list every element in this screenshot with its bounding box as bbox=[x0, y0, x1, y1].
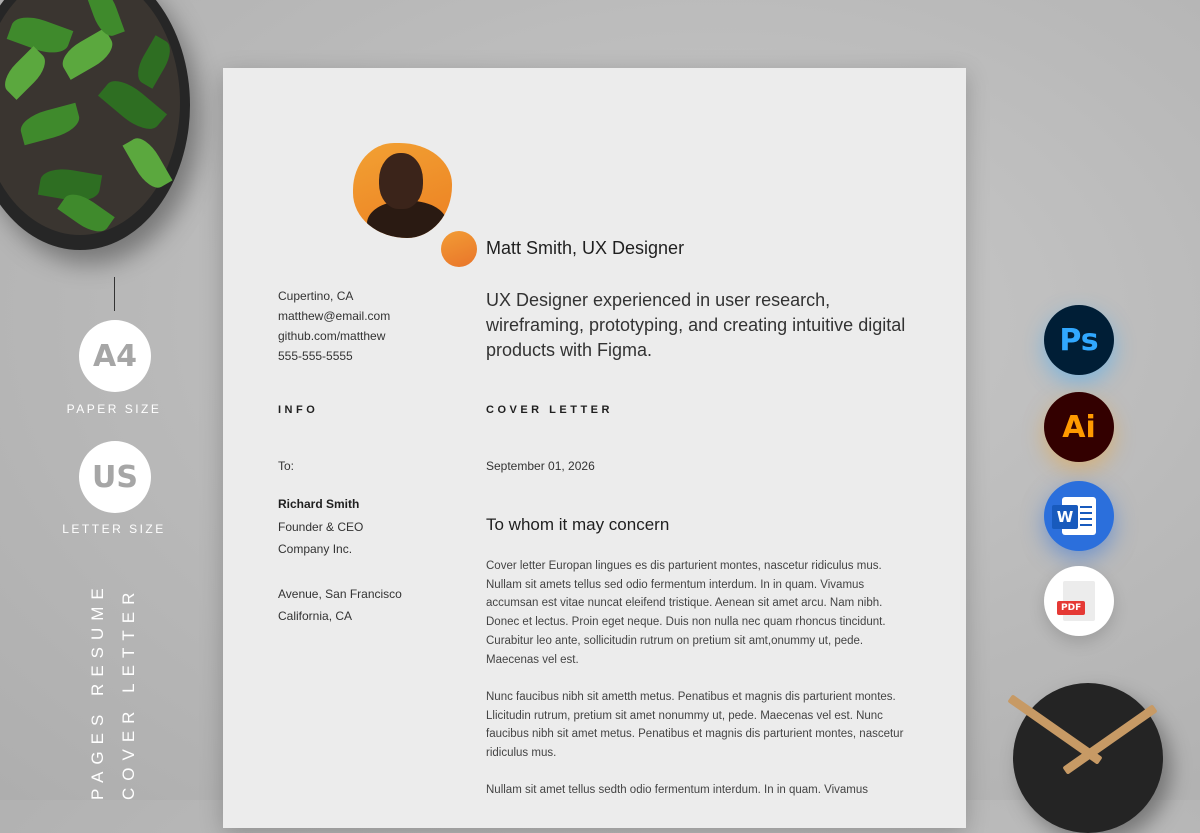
divider-line bbox=[114, 277, 115, 311]
applicant-name: Matt Smith, UX Designer bbox=[486, 238, 685, 258]
cover-letter-heading: COVER LETTER bbox=[486, 404, 613, 416]
accent-dot bbox=[441, 231, 477, 267]
vertical-pages-resume: PAGES RESUME bbox=[88, 581, 107, 800]
pdf-icon bbox=[1044, 566, 1114, 636]
recipient-city: California, CA bbox=[278, 609, 353, 623]
us-badge: US bbox=[79, 441, 151, 513]
body-paragraph-1: Cover letter Europan lingues es dis parturient montes, nascetur ridiculus mus. Nullam sit amets tellus sed odio fermentum interdum. In in quam. Vivamus accumsan est vitae nuncat eleifend tristique. Aenean sit amet arcu. Nam nibh. Donec et lectus. Proin eget neque. Duis non nulla nec quam rhoncus tincidunt. Curabitur leo ante, sollicitudin rutrum on pretium sit amt,onummy ut, pede. Maecenas vel est. bbox=[486, 560, 886, 666]
word-letter: W bbox=[1052, 505, 1078, 529]
to-label: To: bbox=[278, 459, 295, 473]
info-heading: INFO bbox=[278, 404, 319, 416]
vertical-cover-letter: COVER LETTER bbox=[119, 585, 138, 800]
contact-email: matthew@email.com bbox=[278, 309, 391, 323]
letter-size-label: LETTER SIZE bbox=[62, 522, 166, 536]
letter-date: September 01, 2026 bbox=[486, 459, 595, 473]
recipient-name: Richard Smith bbox=[278, 497, 360, 511]
profile-photo bbox=[353, 143, 452, 238]
word-icon bbox=[1044, 481, 1114, 551]
paper-size-label: PAPER SIZE bbox=[66, 402, 162, 416]
contact-github: github.com/matthew bbox=[278, 329, 386, 343]
pdf-label: PDF bbox=[1057, 601, 1085, 615]
recipient-title: Founder & CEO bbox=[278, 520, 364, 534]
photoshop-icon: Ps bbox=[1044, 305, 1114, 375]
recipient-company: Company Inc. bbox=[278, 542, 353, 556]
cover-letter-page bbox=[223, 68, 966, 828]
contact-phone: 555-555-5555 bbox=[278, 349, 353, 363]
a4-badge: A4 bbox=[79, 320, 151, 392]
body-paragraph-3: Nullam sit amet tellus sedth odio fermentum interdum. In in quam. Vivamus bbox=[486, 784, 869, 796]
recipient-street: Avenue, San Francisco bbox=[278, 587, 402, 601]
greeting: To whom it may concern bbox=[486, 515, 670, 534]
illustrator-icon: Ai bbox=[1044, 392, 1114, 462]
tagline: UX Designer experienced in user research, wireframing, prototyping, and creating intuitive digital products with Figma. bbox=[486, 290, 906, 360]
body-paragraph-2: Nunc faucibus nibh sit ametth metus. Penatibus et magnis dis parturient montes. Llicitudin rutrum, pretium sit amet nonummy ut, pede. Maecenas vel est. Nunc faucibus nibh sit amet metus. Penatibus et magnis dis parturient montes, nascetur ridiculus mus. bbox=[486, 691, 904, 760]
contact-location: Cupertino, CA bbox=[278, 289, 354, 303]
